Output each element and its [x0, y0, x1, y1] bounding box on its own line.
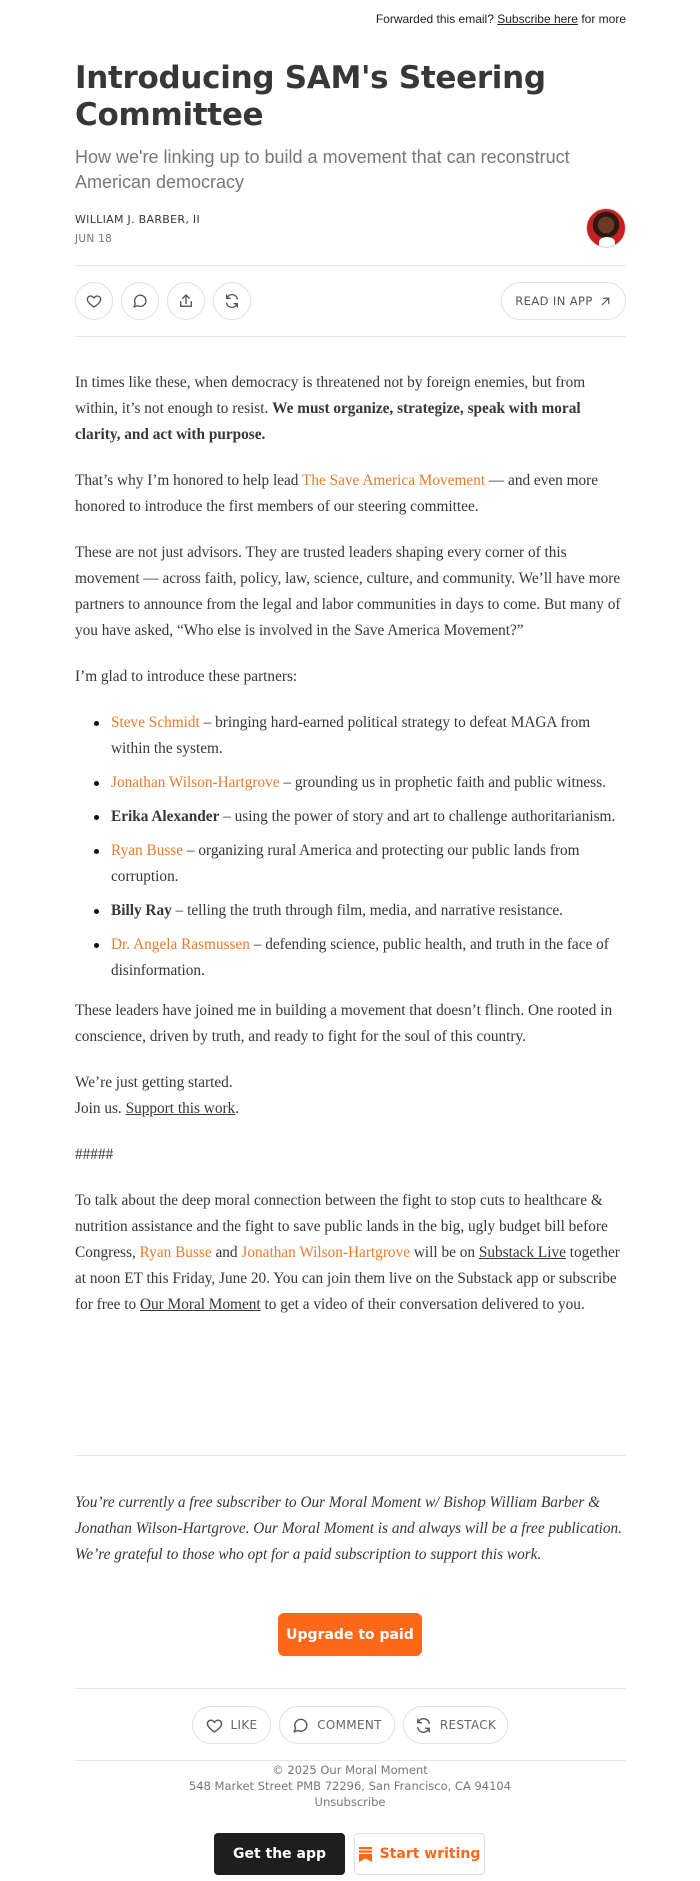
restack-icon — [415, 1717, 432, 1734]
for-more-text: for more — [581, 12, 626, 26]
read-in-app-button[interactable] — [501, 282, 626, 320]
restack-button[interactable] — [213, 282, 251, 320]
post-subtitle: How we're linking up to build a movement that can reconstruct American democracy — [75, 147, 570, 192]
start-writing-label: Start writing — [379, 1846, 481, 1862]
our-moral-moment-link[interactable]: Our Moral Moment — [139, 1296, 261, 1313]
substack-live-link[interactable]: Substack Live — [478, 1244, 566, 1261]
divider — [75, 1455, 626, 1456]
unsubscribe-link[interactable]: Unsubscribe — [314, 1795, 386, 1809]
list-item: Jonathan Wilson-Hartgrove – grounding us in prophetic faith and public witness. — [111, 770, 626, 796]
post-date: JUN 18 — [75, 233, 113, 245]
list-item: Ryan Busse – organizing rural America and protecting our public lands from corruption. — [111, 838, 626, 890]
paragraph: These are not just advisors. They are trusted leaders shaping every corner of this movement — across faith, policy, law, science, culture, and community. We’ll have more partners to announce from the legal and labor communities in days to come. But many of you have asked, “Who else is involved in the Save America Movement?” — [75, 544, 621, 639]
heart-icon — [86, 293, 102, 309]
list-item: Steve Schmidt – bringing hard-earned political strategy to defeat MAGA from within the system. — [111, 710, 626, 762]
comment-button[interactable] — [121, 282, 159, 320]
paragraph: That’s why I’m honored to help lead The Save America Movement — and even more honored to introduce the first members of our steering committee. — [75, 472, 599, 515]
jwh-link[interactable]: Jonathan Wilson-Hartgrove — [241, 1244, 411, 1261]
author-avatar[interactable] — [586, 208, 626, 248]
start-writing-button[interactable] — [354, 1833, 485, 1875]
comment-pill-button[interactable] — [279, 1706, 395, 1744]
divider — [75, 1688, 626, 1689]
partner-name: Erika Alexander — [111, 808, 220, 825]
copyright: © 2025 Our Moral Moment — [272, 1763, 428, 1777]
read-in-app-label: READ IN APP — [515, 294, 593, 308]
paragraph: In times like these, when democracy is threatened not by foreign enemies, but from within, it’s not enough to resist. We must organize, strategize, speak with moral clarity, and act with purpose. — [75, 374, 586, 443]
divider — [75, 336, 626, 337]
post-body — [75, 370, 626, 1338]
upgrade-button[interactable]: Upgrade to paid — [278, 1613, 422, 1656]
partner-name: Billy Ray — [111, 902, 172, 919]
comment-icon — [132, 293, 148, 309]
section-divider: ##### — [75, 1146, 114, 1163]
restack-icon — [224, 293, 240, 309]
like-label: LIKE — [230, 1718, 258, 1732]
author-name[interactable]: WILLIAM J. BARBER, II — [75, 213, 201, 226]
paragraph: These leaders have joined me in building a movement that doesn’t flinch. One rooted in conscience, driven by truth, and ready to fight for the soul of this country. — [75, 1002, 613, 1045]
like-button[interactable] — [75, 282, 113, 320]
comment-icon — [292, 1717, 309, 1734]
restack-pill-button[interactable] — [403, 1706, 508, 1744]
unsubscribe-row — [0, 1795, 700, 1809]
heart-icon — [206, 1717, 223, 1734]
list-item: Dr. Angela Rasmussen – defending science, public health, and truth in the face of disinformation. — [111, 932, 626, 984]
partner-link[interactable]: Dr. Angela Rasmussen — [111, 936, 250, 953]
subscribe-link[interactable]: Subscribe here — [497, 12, 578, 26]
divider — [75, 1760, 626, 1761]
partner-link[interactable]: Jonathan Wilson-Hartgrove — [111, 774, 280, 791]
paragraph: To talk about the deep moral connection between the fight to stop cuts to healthcare & nutrition assistance and the fight to save public lands in the big, ugly budget bill before Congress, Ryan Busse and Jonathan Wilson-Hartgrove will be on Substack Live together at noon ET this Friday, June 20. You can join them live on the Substack app or subscribe for free to Our Moral Moment to get a video of their conversation delivered to you. — [75, 1192, 620, 1313]
like-pill-button[interactable] — [192, 1706, 271, 1744]
partner-link[interactable]: Steve Schmidt — [111, 714, 200, 731]
subscriber-note: You’re currently a free subscriber to Our Moral Moment w/ Bishop William Barber & Jonathan Wilson-Hartgrove. Our Moral Moment is and always will be a free publication. We’re grateful to those who opt for a paid subscription to support this work. — [75, 1494, 622, 1563]
ryan-busse-link[interactable]: Ryan Busse — [139, 1244, 212, 1261]
share-button[interactable] — [167, 282, 205, 320]
address: 548 Market Street PMB 72296, San Francisco, CA 94104 — [188, 1779, 512, 1793]
paragraph: We’re just getting started. Join us. Support this work. — [75, 1074, 240, 1117]
divider — [75, 265, 626, 266]
list-item: Erika Alexander – using the power of story and art to challenge authoritarianism. — [111, 804, 626, 830]
restack-label: RESTACK — [439, 1718, 497, 1732]
get-app-button[interactable]: Get the app — [214, 1833, 345, 1875]
save-america-link[interactable]: The Save America Movement — [302, 472, 486, 489]
forward-banner — [376, 12, 626, 26]
share-icon — [178, 293, 194, 309]
post-title[interactable]: Introducing SAM's Steering Committee — [75, 60, 546, 133]
forwarded-text: Forwarded this email? — [375, 12, 494, 26]
arrow-up-right-icon — [599, 295, 612, 308]
partner-link[interactable]: Ryan Busse — [111, 842, 184, 859]
substack-logo-icon — [359, 1847, 372, 1862]
list-item: Billy Ray – telling the truth through film, media, and narrative resistance. — [111, 898, 626, 924]
partners-list — [75, 710, 626, 984]
support-link[interactable]: Support this work — [125, 1100, 236, 1117]
comment-label: COMMENT — [317, 1718, 382, 1732]
paragraph: I’m glad to introduce these partners: — [75, 668, 298, 685]
